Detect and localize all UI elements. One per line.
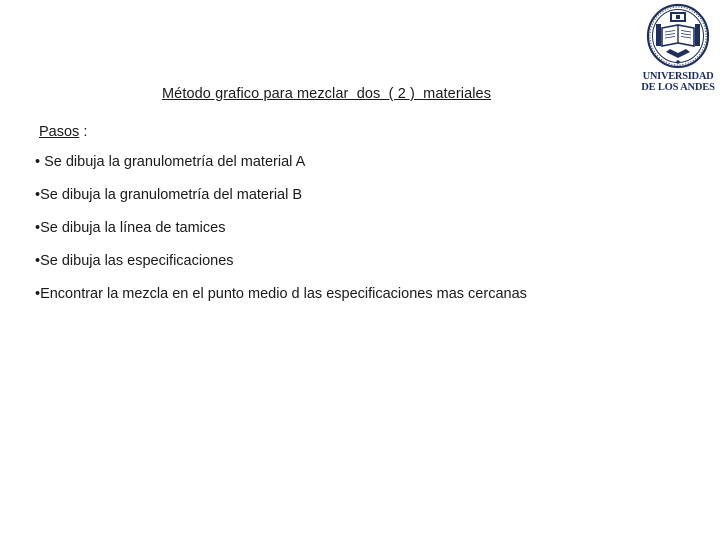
logo-line-2: DE LOS ANDES bbox=[641, 82, 715, 93]
slide-title: Método grafico para mezclar dos ( 2 ) materiales bbox=[162, 86, 492, 102]
step-item: • Se dibuja la granulometría del material A bbox=[35, 154, 306, 170]
step-item: •Encontrar la mezcla en el punto medio d las especificaciones mas cercanas bbox=[35, 286, 527, 302]
steps-heading-suffix: : bbox=[79, 124, 88, 140]
step-item: •Se dibuja la línea de tamices bbox=[35, 220, 226, 236]
logo-line-1: UNIVERSIDAD bbox=[642, 71, 714, 82]
steps-heading-label: Pasos bbox=[39, 124, 80, 140]
step-item: •Se dibuja la granulometría del material B bbox=[35, 187, 303, 203]
step-item: •Se dibuja las especificaciones bbox=[35, 253, 234, 269]
steps-list bbox=[35, 152, 527, 317]
steps-heading bbox=[39, 122, 87, 142]
